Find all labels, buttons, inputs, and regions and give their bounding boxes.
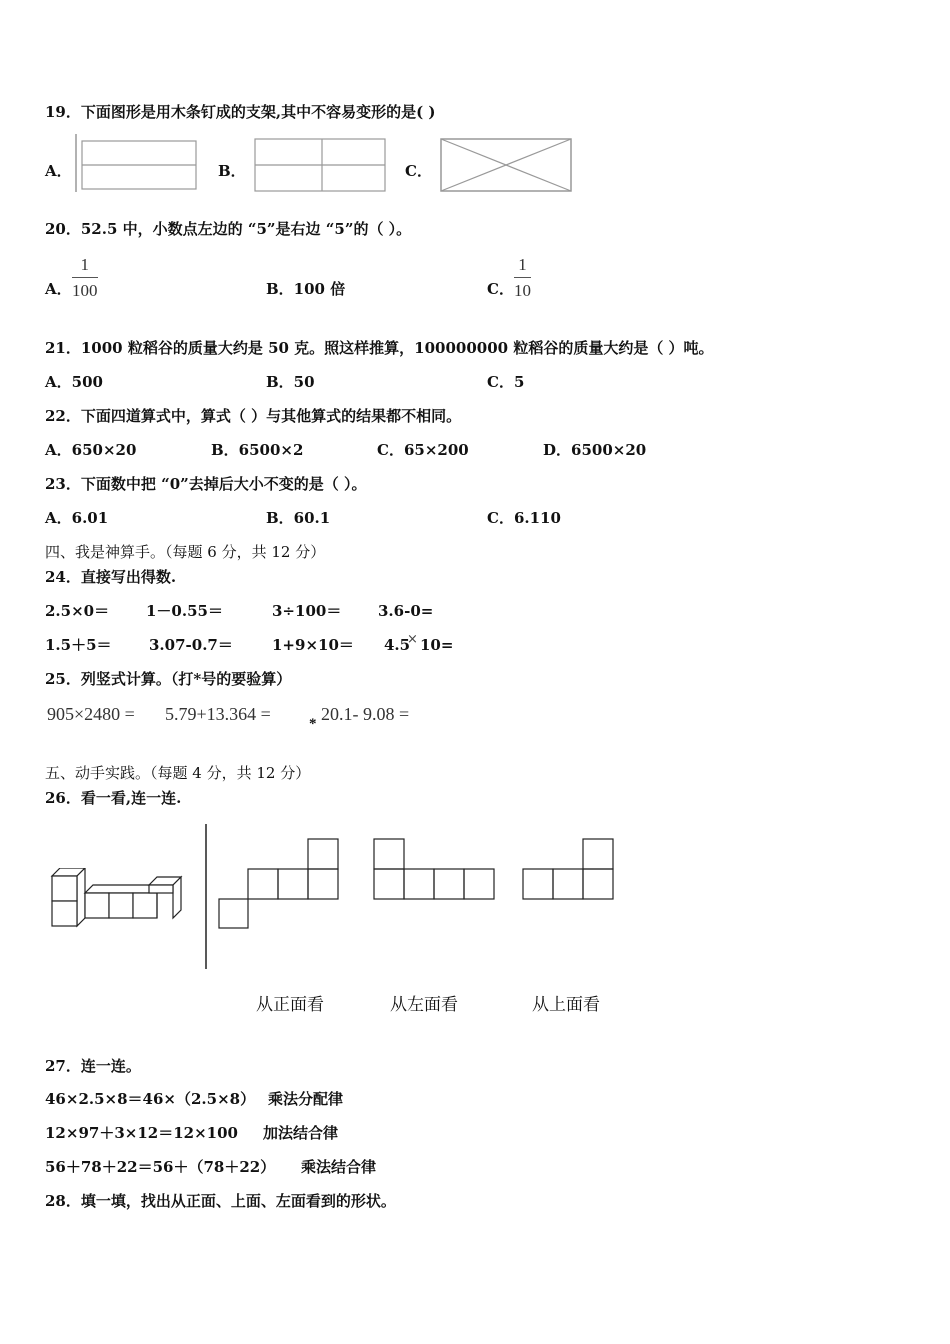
q24-item: 3.6-0= bbox=[378, 602, 434, 620]
q27-law[interactable]: 加法结合律 bbox=[263, 1124, 339, 1142]
q28-stem: 28．填一填，找出从正面、上面、左面看到的形状。 bbox=[45, 1192, 396, 1210]
q24-item: 1－0.55＝ bbox=[146, 602, 223, 620]
q26-view-shape-1 bbox=[218, 837, 342, 931]
q23-option-b[interactable]: B．60.1 bbox=[266, 509, 331, 527]
times-sign: × bbox=[407, 632, 418, 647]
fraction-numerator: 1 bbox=[72, 255, 98, 278]
q19-option-c[interactable]: C． bbox=[405, 162, 432, 180]
q19-figure-c bbox=[438, 136, 574, 194]
q20-fraction-a bbox=[72, 255, 98, 301]
fraction-denominator: 10 bbox=[514, 281, 531, 300]
q27-law[interactable]: 乘法分配律 bbox=[268, 1090, 344, 1108]
q19-option-b[interactable]: B． bbox=[218, 162, 246, 180]
q20-fraction-c bbox=[514, 255, 531, 301]
q20-option-b[interactable]: B．100 倍 bbox=[266, 280, 346, 298]
q20-stem: 20．52.5 中，小数点左边的 “5”是右边 “5”的（ ）。 bbox=[45, 220, 412, 238]
q20-option-c[interactable]: C． bbox=[487, 280, 514, 298]
q21-stem: 21．1000 粒稻谷的质量大约是 50 克。照这样推算，100000000 粒稻谷的质量大约是（ ）吨。 bbox=[45, 339, 714, 357]
q27-stem: 27．连一连。 bbox=[45, 1057, 141, 1075]
q22-option-b[interactable]: B．6500×2 bbox=[211, 441, 304, 459]
q23-stem: 23．下面数中把 “0”去掉后大小不变的是（ ）。 bbox=[45, 475, 367, 493]
q27-expression[interactable]: 56＋78＋22＝56＋（78＋22） bbox=[45, 1158, 276, 1176]
q27-expression[interactable]: 46×2.5×8＝46×（2.5×8） bbox=[45, 1090, 256, 1108]
q25-expression: 905×2480 = bbox=[47, 704, 135, 724]
q19-stem: 19．下面图形是用木条钉成的支架,其中不容易变形的是( ) bbox=[45, 103, 436, 121]
section-4-title: 四、我是神算手。（每题 6 分，共 12 分） bbox=[45, 543, 326, 561]
verify-star: * bbox=[309, 716, 317, 732]
q26-stem: 26．看一看,连一连. bbox=[45, 789, 182, 807]
q24-item: 1.5＋5＝ bbox=[45, 636, 112, 654]
q26-label-front[interactable]: 从正面看 bbox=[256, 995, 324, 1015]
q25-expression: 20.1- 9.08 = bbox=[321, 704, 410, 724]
q25-expression: 5.79+13.364 = bbox=[165, 704, 271, 724]
q22-stem: 22．下面四道算式中，算式（ ）与其他算式的结果都不相同。 bbox=[45, 407, 462, 425]
q24-item: 3÷100＝ bbox=[272, 602, 342, 620]
q24-item: 3.07-0.7＝ bbox=[149, 636, 233, 654]
q24-item: 2.5×0＝ bbox=[45, 602, 110, 620]
q19-figure-b bbox=[253, 136, 387, 194]
q23-option-a[interactable]: A．6.01 bbox=[45, 509, 109, 527]
q22-option-c[interactable]: C．65×200 bbox=[377, 441, 469, 459]
q25-stem: 25．列竖式计算。（打*号的要验算） bbox=[45, 670, 292, 688]
fraction-numerator: 1 bbox=[514, 255, 531, 278]
fraction-denominator: 100 bbox=[72, 281, 98, 300]
q21-option-c[interactable]: C．5 bbox=[487, 373, 525, 391]
q19-option-a[interactable]: A． bbox=[45, 162, 72, 180]
q19-figure-a bbox=[74, 133, 198, 193]
q24-item: 4.5 bbox=[384, 636, 411, 654]
q24-item: 10= bbox=[420, 636, 454, 654]
q20-option-a[interactable]: A． bbox=[45, 280, 72, 298]
section-5-title: 五、动手实践。（每题 4 分，共 12 分） bbox=[45, 764, 311, 782]
q22-option-d[interactable]: D．6500×20 bbox=[543, 441, 647, 459]
q21-option-a[interactable]: A．500 bbox=[45, 373, 103, 391]
q26-view-shape-3 bbox=[521, 837, 615, 901]
q26-label-left[interactable]: 从左面看 bbox=[390, 995, 458, 1015]
q24-stem: 24．直接写出得数. bbox=[45, 568, 177, 586]
q24-item: 1+9×10＝ bbox=[272, 636, 354, 654]
q26-view-shape-2 bbox=[372, 837, 496, 901]
q26-3d-cube-figure bbox=[45, 868, 185, 934]
q23-option-c[interactable]: C．6.110 bbox=[487, 509, 561, 527]
q27-expression[interactable]: 12×97＋3×12＝12×100 bbox=[45, 1124, 238, 1142]
q21-option-b[interactable]: B．50 bbox=[266, 373, 315, 391]
q26-divider bbox=[203, 824, 209, 970]
q26-label-top[interactable]: 从上面看 bbox=[532, 995, 600, 1015]
q27-law[interactable]: 乘法结合律 bbox=[301, 1158, 377, 1176]
q22-option-a[interactable]: A．650×20 bbox=[45, 441, 137, 459]
